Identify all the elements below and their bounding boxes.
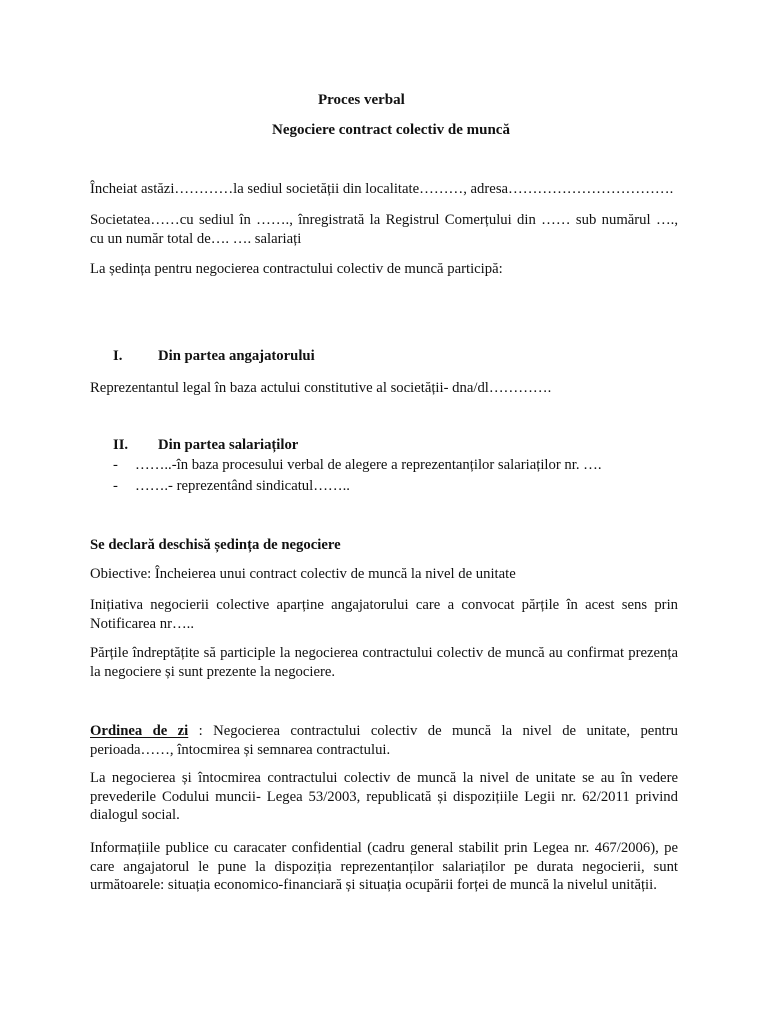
opening-heading-text: Se declară deschisă ședința de negociere (90, 537, 341, 553)
parties-paragraph (90, 644, 678, 682)
list-bullet: - (113, 457, 118, 473)
list-item-text: ……..-în baza procesului verbal de alegere a reprezentanților salariaților nr. …. (135, 457, 602, 473)
employer-section-title: Din partea angajatorului (158, 348, 315, 364)
parties-line: Părțile îndreptățite să participle la negocierea contractului colectiv de muncă au confirmat prezența (90, 645, 678, 661)
intro-societatea-paragraph (90, 211, 678, 249)
initiative-paragraph (90, 596, 678, 633)
intro-societatea-line: Societatea……cu sediul în ……., înregistrată la Registrul Comerțului din …… sub numărul …., (90, 212, 678, 228)
list-bullet: - (113, 478, 118, 494)
employer-section-paragraph (90, 379, 678, 398)
confidential-info-line: care angajatorul le pune la dispoziția reprezentanților salariaților pe durata negocierii, sunt (90, 858, 678, 875)
agenda-line: perioada……, întocmirea și semnarea contractului. (90, 742, 391, 758)
agenda-paragraph (90, 722, 678, 760)
agenda-label: Ordinea de zi (90, 723, 189, 739)
confidential-info-paragraph (90, 839, 678, 895)
list-item (0, 456, 768, 475)
initiative-line: Inițiativa negocierii colective aparține angajatorului care a convocat părțile în acest sens prin (90, 597, 678, 613)
confidential-info-line: Informațiile publice cu caracater confidential (cadru general stabilit prin Legea nr. 467/2006), pe (90, 840, 678, 856)
initiative-line: Notificarea nr….. (90, 615, 194, 632)
parties-line: la negociere și sunt prezente la negociere. (90, 664, 336, 680)
document-subtitle: Negociere contract colectiv de muncă (272, 122, 510, 138)
opening-heading (90, 536, 678, 555)
intro-incheiat-paragraph (90, 180, 678, 199)
legal-basis-line: prevederile Codului muncii- Legea 53/2003, republicată și dispozițiile Legii nr. 62/2011 privind (90, 788, 678, 805)
employees-section-heading (0, 436, 768, 455)
objectives-paragraph (90, 565, 678, 584)
legal-basis-paragraph (90, 769, 678, 825)
objectives-line: Obiective: Încheierea unui contract colectiv de muncă la nivel de unitate (90, 566, 516, 582)
employer-section-line: Reprezentantul legal în baza actului constitutive al societății- dna/dl…………. (90, 380, 552, 396)
intro-participa-paragraph (90, 260, 678, 279)
document-title: Proces verbal (318, 92, 405, 108)
employees-section-title: Din partea salariaților (158, 437, 299, 453)
legal-basis-line: dialogul social. (90, 807, 180, 823)
confidential-info-line: următoarele: situația economico-financiară și situația ocupării forței de muncă la nivelul unității. (90, 877, 657, 893)
intro-participa-line: La ședința pentru negocierea contractului colectiv de muncă participă: (90, 261, 503, 277)
legal-basis-line: La negocierea și întocmirea contractului colectiv de muncă la nivel de unitate se au în vedere (90, 770, 678, 786)
employer-section-number: I. (113, 348, 123, 364)
intro-incheiat-line: Încheiat astăzi…………la sediul societății din localitate………, adresa……………………………. (90, 181, 674, 197)
list-item (0, 477, 768, 496)
employer-section-heading (0, 347, 768, 366)
employees-section-number: II. (113, 437, 129, 453)
intro-societatea-line: cu un număr total de…. …. salariați (90, 231, 302, 247)
agenda-text: : Negocierea contractului colectiv de muncă la nivel de unitate, pentru (188, 723, 678, 739)
agenda-line (90, 722, 678, 741)
list-item-text: …….- reprezentând sindicatul…….. (135, 478, 350, 494)
